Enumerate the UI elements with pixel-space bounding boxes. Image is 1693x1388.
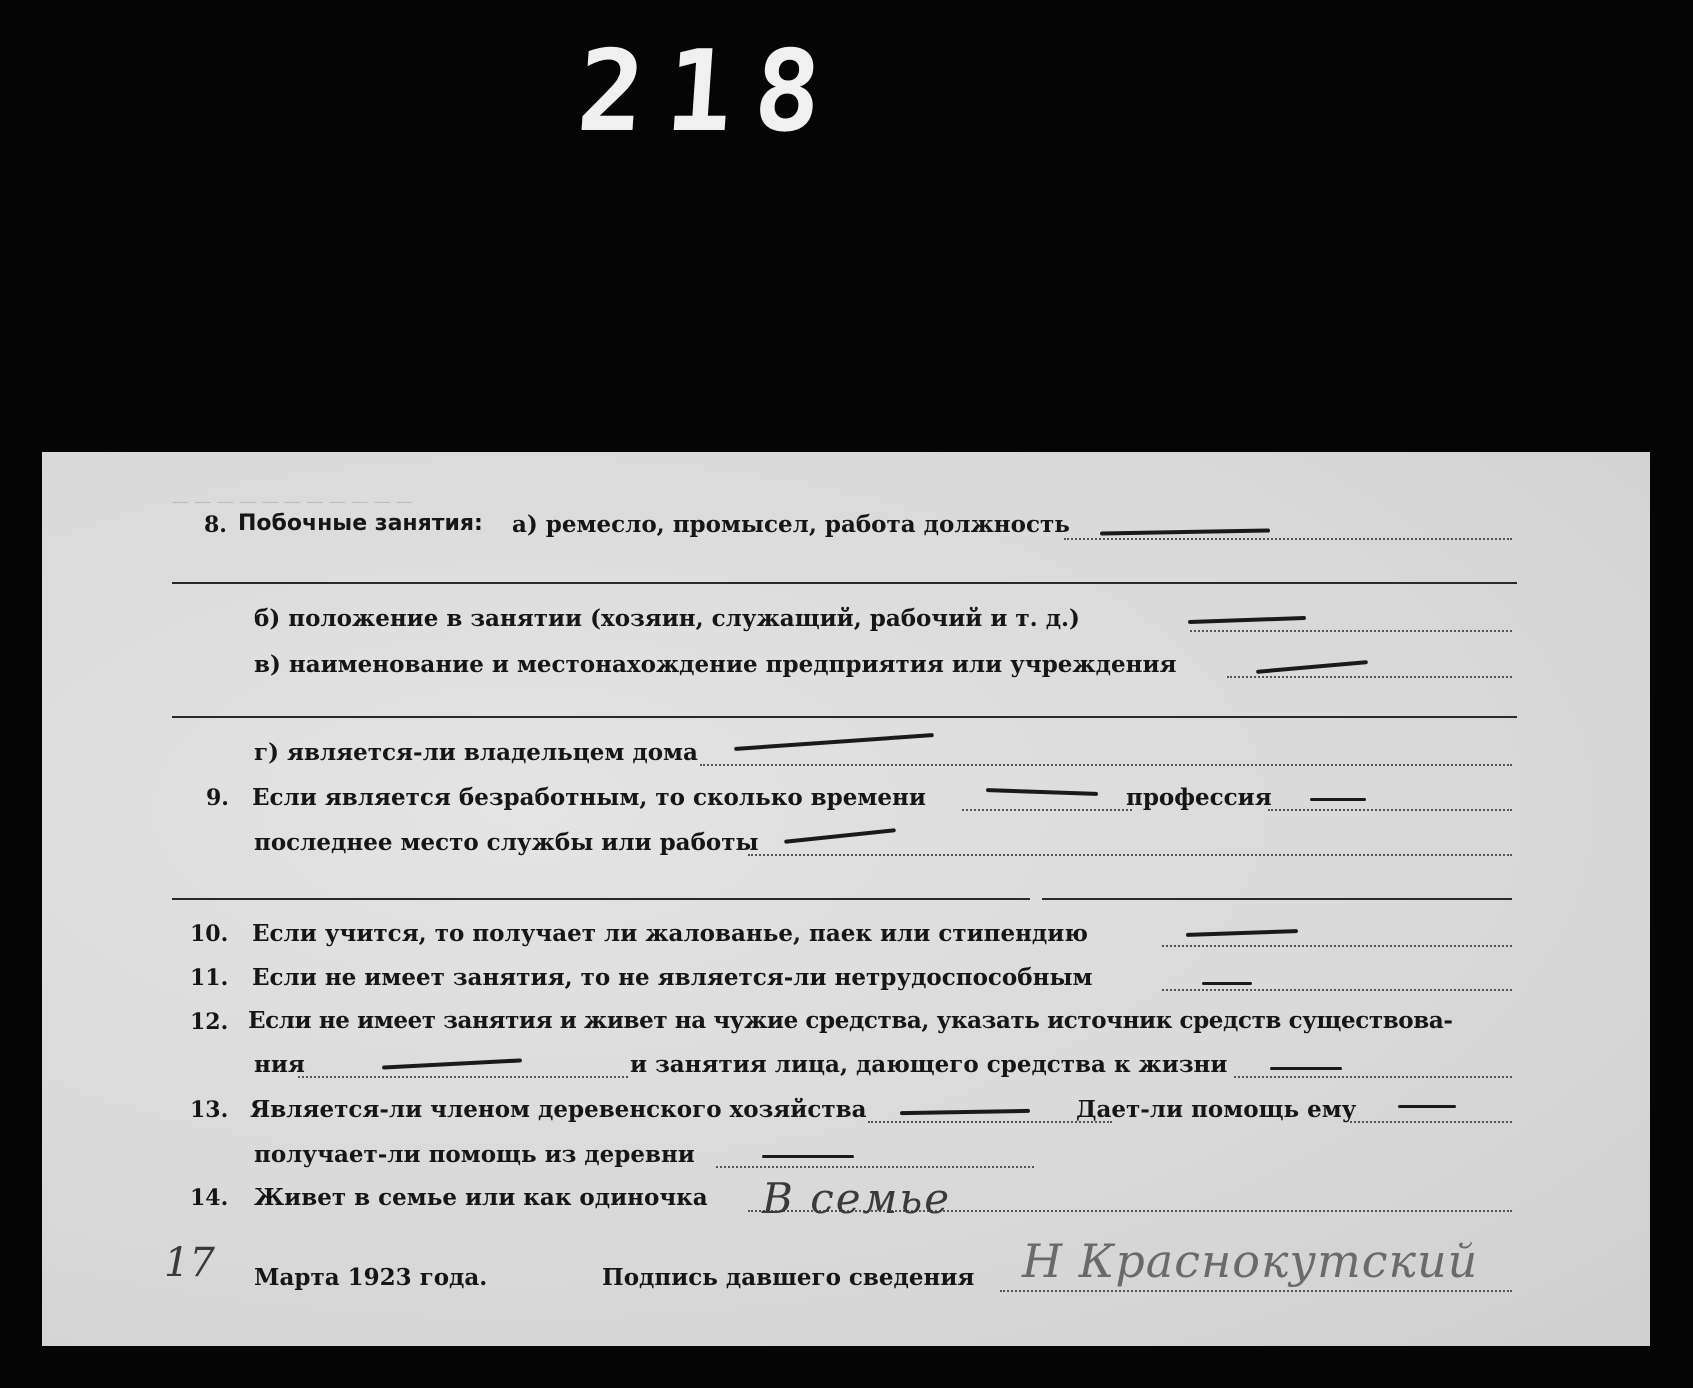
- question-9-last-place: последнее место службы или работы: [254, 829, 759, 856]
- dash-mark-10: [1186, 929, 1298, 937]
- signature-line: [1000, 1290, 1512, 1292]
- question-13-text: Является-ли членом деревенского хозяйства: [250, 1096, 867, 1123]
- answer-line-8b: [1190, 630, 1512, 632]
- answer-line-8v: [1227, 676, 1512, 678]
- question-8g-text: г) является-ли владельцем дома: [254, 739, 698, 766]
- frame-number: 218: [573, 25, 848, 157]
- answer-line-11: [1162, 989, 1512, 991]
- dash-mark-12-person: [1270, 1067, 1342, 1070]
- dash-mark-8g: [734, 733, 934, 751]
- dash-mark-9-time: [986, 788, 1098, 796]
- answer-line-13-help: [1350, 1121, 1512, 1123]
- question-13-help: Дает-ли помощь ему: [1076, 1096, 1357, 1123]
- answer-rule-8v-2: [172, 716, 1517, 718]
- answer-rule-8a-2: [172, 582, 1517, 584]
- question-8-label: Побочные занятия:: [238, 511, 483, 536]
- dash-mark-8a: [1100, 529, 1270, 536]
- signature-handwritten: Н Краснокутский: [1022, 1234, 1479, 1288]
- question-8a-text: а) ремесло, промысел, работа должность: [512, 511, 1070, 538]
- answer-line-9-profession: [1268, 809, 1512, 811]
- question-12-cont2: и занятия лица, дающего средства к жизни: [630, 1051, 1228, 1078]
- answer-line-12-person: [1234, 1076, 1512, 1078]
- dash-mark-13-help: [1398, 1105, 1456, 1108]
- question-14-number: 14.: [190, 1185, 229, 1211]
- question-13-number: 13.: [190, 1097, 229, 1123]
- dash-mark-12-source: [382, 1058, 522, 1069]
- question-12-cont: ния: [254, 1051, 305, 1078]
- question-8b-text: б) положение в занятии (хозяин, служащий, рабочий и т. д.): [254, 605, 1080, 632]
- answer-line-8g: [700, 764, 1512, 766]
- dash-mark-11: [1202, 982, 1252, 985]
- answer-rule-9-2a: [172, 898, 1030, 900]
- answer-line-13-receives: [716, 1166, 1034, 1168]
- question-9-number: 9.: [206, 785, 229, 811]
- question-12-text: Если не имеет занятия и живет на чужие средства, указать источник средств существова-: [248, 1007, 1453, 1034]
- dash-mark-9-last-place: [784, 828, 896, 844]
- question-10-text: Если учится, то получает ли жалованье, паек или стипендию: [252, 920, 1088, 947]
- answer-rule-9-2b: [1042, 898, 1512, 900]
- answer-line-9-last-place: [748, 854, 1512, 856]
- answer-14-handwritten: В семье: [762, 1174, 952, 1223]
- question-9-profession: профессия: [1126, 784, 1272, 811]
- footer-day-handwritten: 17: [164, 1240, 215, 1286]
- question-8-number: 8.: [204, 512, 227, 538]
- answer-line-10: [1162, 945, 1512, 947]
- question-10-number: 10.: [190, 921, 229, 947]
- dash-mark-8v: [1256, 660, 1368, 674]
- question-11-number: 11.: [190, 965, 229, 991]
- dash-mark-13-receives: [762, 1155, 854, 1158]
- answer-line-12-source: [298, 1076, 628, 1078]
- footer-date: Марта 1923 года.: [254, 1264, 488, 1291]
- bleed-through-text: — — — — — — — — — — —: [172, 492, 414, 512]
- question-13-receives: получает-ли помощь из деревни: [254, 1141, 695, 1168]
- answer-line-8a: [1064, 538, 1512, 540]
- answer-line-9-time: [962, 809, 1132, 811]
- footer-signature-label: Подпись давшего сведения: [602, 1264, 975, 1291]
- question-11-text: Если не имеет занятия, то не является-ли нетрудоспособным: [252, 964, 1093, 991]
- dash-mark-9-profession: [1310, 798, 1366, 801]
- question-9-text: Если является безработным, то сколько времени: [252, 784, 926, 811]
- dash-mark-8b: [1188, 616, 1306, 624]
- census-form-card: [42, 452, 1650, 1346]
- question-12-number: 12.: [190, 1009, 229, 1035]
- question-14-text: Живет в семье или как одиночка: [254, 1184, 708, 1211]
- dash-mark-13-member: [900, 1109, 1030, 1115]
- question-8v-text: в) наименование и местонахождение предприятия или учреждения: [254, 651, 1177, 678]
